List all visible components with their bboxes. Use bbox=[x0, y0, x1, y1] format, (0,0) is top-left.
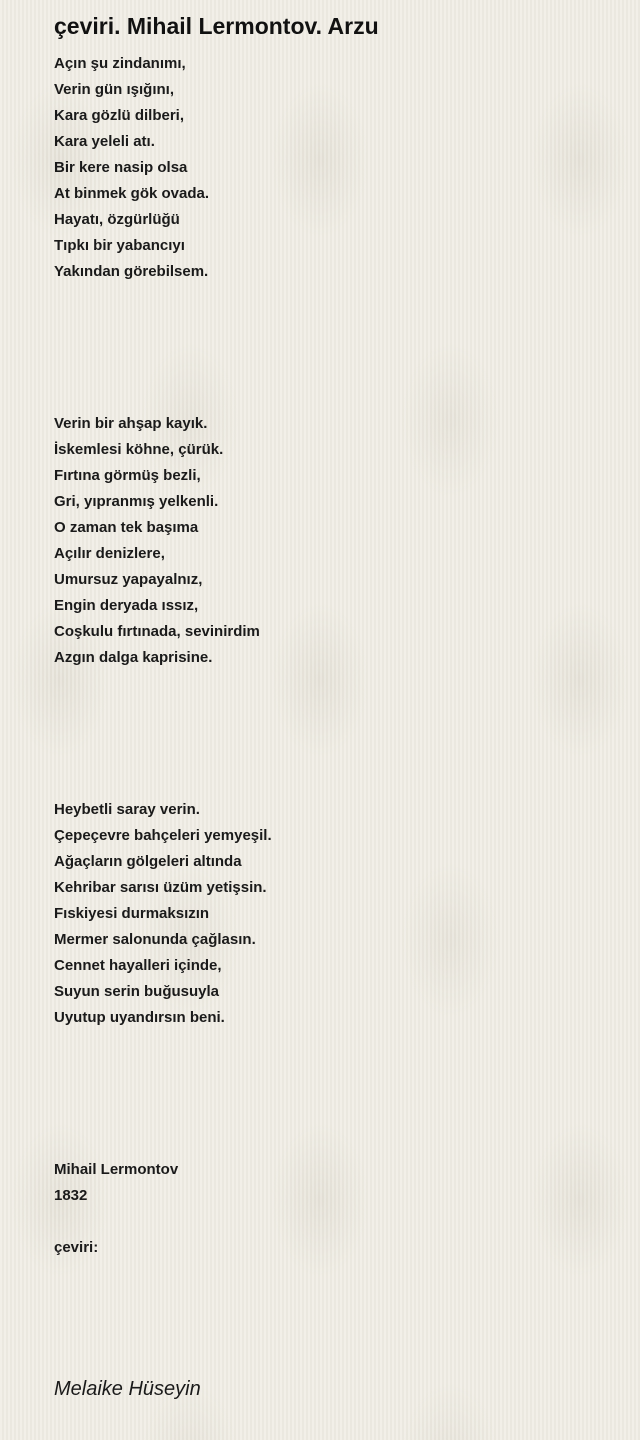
poem-line: Heybetli saray verin. bbox=[54, 801, 200, 818]
poem-author: Mihail Lermontov bbox=[54, 1161, 179, 1178]
poem-year: 1832 bbox=[54, 1187, 88, 1204]
stanza-3 bbox=[54, 797, 272, 1031]
poem-line: Ağaçların gölgeleri altında bbox=[54, 853, 242, 870]
poem-line: Engin deryada ıssız, bbox=[54, 597, 199, 614]
poem-line: At binmek gök ovada. bbox=[54, 185, 210, 202]
stanza-1 bbox=[54, 51, 209, 285]
poem-line: Cennet hayalleri içinde, bbox=[54, 957, 222, 974]
poem-line: Verin bir ahşap kayık. bbox=[54, 415, 208, 432]
poem-line: Açın şu zindanımı, bbox=[54, 55, 186, 72]
poem-line: Fıskiyesi durmaksızın bbox=[54, 905, 210, 922]
poem-line: Suyun serin buğusuyla bbox=[54, 983, 220, 1000]
poem-line: Çepeçevre bahçeleri yemyeşil. bbox=[54, 827, 272, 844]
poem-line: Kehribar sarısı üzüm yetişsin. bbox=[54, 879, 267, 896]
poem-line: Gri, yıpranmış yelkenli. bbox=[54, 493, 219, 510]
poem-line: Açılır denizlere, bbox=[54, 545, 165, 562]
poem-line: Verin gün ışığını, bbox=[54, 81, 175, 98]
translator-label: çeviri: bbox=[54, 1239, 99, 1256]
poem-line: O zaman tek başıma bbox=[54, 519, 199, 536]
poem-line: Umursuz yapayalnız, bbox=[54, 571, 203, 588]
poem-title: çeviri. Mihail Lermontov. Arzu bbox=[54, 13, 379, 39]
poem-line: Mermer salonunda çağlasın. bbox=[54, 931, 256, 948]
poem-line: Uyutup uyandırsın beni. bbox=[54, 1009, 225, 1026]
translator-signature: Melaike Hüseyin bbox=[54, 1378, 201, 1400]
poem-line: Tıpkı bir yabancıyı bbox=[54, 237, 185, 254]
poem-line: Hayatı, özgürlüğü bbox=[54, 211, 180, 228]
poem-line: Fırtına görmüş bezli, bbox=[54, 467, 201, 484]
stanza-2 bbox=[54, 411, 260, 671]
poem-line: İskemlesi köhne, çürük. bbox=[54, 441, 224, 458]
poem-line: Bir kere nasip olsa bbox=[54, 159, 188, 176]
poem-line: Coşkulu fırtınada, sevinirdim bbox=[54, 623, 260, 640]
poem-line: Kara gözlü dilberi, bbox=[54, 107, 185, 124]
poem-line: Azgın dalga kaprisine. bbox=[54, 649, 213, 666]
poem-line: Kara yeleli atı. bbox=[54, 133, 155, 150]
poem-line: Yakından görebilsem. bbox=[54, 263, 209, 280]
